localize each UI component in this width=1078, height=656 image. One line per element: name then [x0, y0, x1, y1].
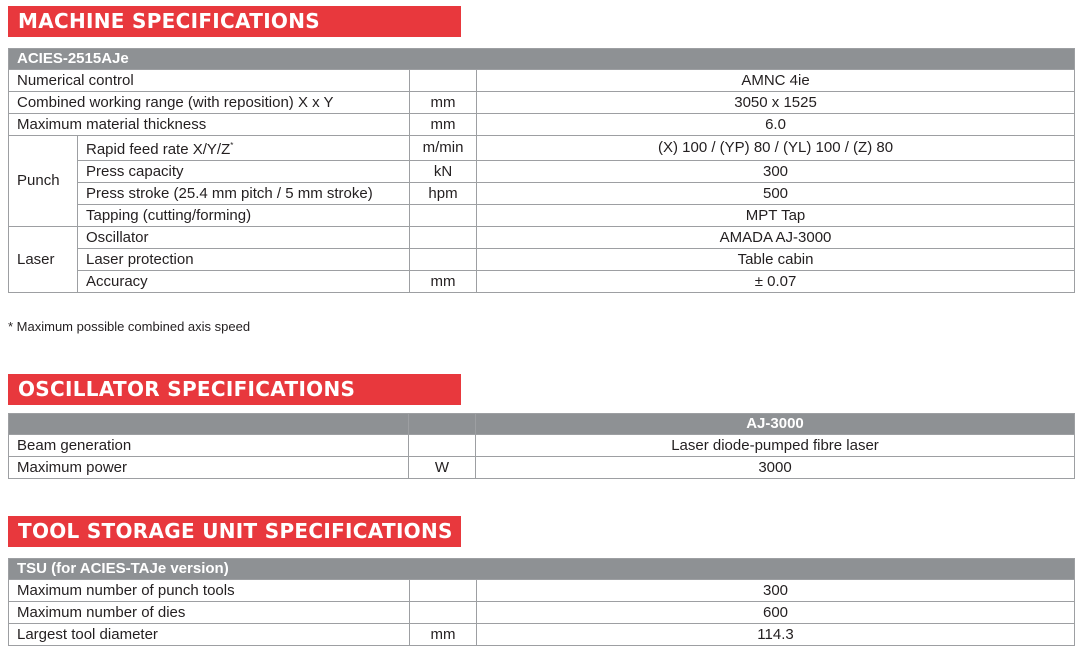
row-unit: mm	[410, 114, 477, 136]
row-unit	[410, 249, 477, 271]
group-label-punch: Punch	[9, 136, 78, 227]
table-row	[9, 205, 1075, 227]
row-value: MPT Tap	[477, 205, 1075, 227]
row-value: 114.3	[477, 624, 1075, 646]
row-unit: mm	[410, 92, 477, 114]
table-header-row	[9, 559, 1075, 580]
row-value: 3050 x 1525	[477, 92, 1075, 114]
row-label: Laser protection	[78, 249, 410, 271]
row-label: Oscillator	[78, 227, 410, 249]
row-label: Press capacity	[78, 161, 410, 183]
row-label: Maximum number of punch tools	[9, 580, 410, 602]
row-value: 6.0	[477, 114, 1075, 136]
row-value: AMNC 4ie	[477, 70, 1075, 92]
row-label: Maximum material thickness	[9, 114, 410, 136]
table-row	[9, 457, 1075, 479]
row-value: 3000	[476, 457, 1075, 479]
tool-storage-unit-specifications-title: TOOL STORAGE UNIT SPECIFICATIONS	[8, 516, 461, 547]
row-unit	[410, 602, 477, 624]
row-unit	[410, 70, 477, 92]
header-blank	[9, 414, 409, 435]
row-unit	[409, 435, 476, 457]
row-label: Largest tool diameter	[9, 624, 410, 646]
row-value: ± 0.07	[477, 271, 1075, 293]
table-row	[9, 136, 1075, 161]
row-unit	[410, 205, 477, 227]
footnote: * Maximum possible combined axis speed	[8, 319, 251, 334]
row-label: Combined working range (with reposition) X x Y	[9, 92, 410, 114]
model-name: AJ-3000	[476, 414, 1075, 435]
table-row	[9, 161, 1075, 183]
machine-specifications-title: MACHINE SPECIFICATIONS	[8, 6, 461, 37]
table-row	[9, 271, 1075, 293]
row-value: 300	[477, 161, 1075, 183]
table-row	[9, 580, 1075, 602]
row-label: Tapping (cutting/forming)	[78, 205, 410, 227]
row-label: Maximum number of dies	[9, 602, 410, 624]
row-value: 600	[477, 602, 1075, 624]
row-unit: m/min	[410, 136, 477, 161]
machine-specifications-table	[8, 48, 1075, 293]
oscillator-specifications-table	[8, 413, 1075, 479]
table-header-row	[9, 414, 1075, 435]
model-name: ACIES-2515AJe	[9, 49, 1075, 70]
table-row	[9, 227, 1075, 249]
row-value: Laser diode-pumped fibre laser	[476, 435, 1075, 457]
table-row	[9, 183, 1075, 205]
row-value: AMADA AJ-3000	[477, 227, 1075, 249]
table-row	[9, 602, 1075, 624]
row-label: Beam generation	[9, 435, 409, 457]
table-row	[9, 249, 1075, 271]
tool-storage-unit-specifications-table	[8, 558, 1075, 646]
row-unit: kN	[410, 161, 477, 183]
row-label: Rapid feed rate X/Y/Z	[86, 141, 231, 158]
table-row	[9, 624, 1075, 646]
table-header-row	[9, 49, 1075, 70]
row-unit	[410, 227, 477, 249]
row-value: 500	[477, 183, 1075, 205]
row-value: 300	[477, 580, 1075, 602]
table-row	[9, 70, 1075, 92]
row-unit: mm	[410, 624, 477, 646]
row-value: Table cabin	[477, 249, 1075, 271]
footnote-mark: *	[230, 141, 234, 150]
row-unit: mm	[410, 271, 477, 293]
table-row	[9, 435, 1075, 457]
row-value: (X) 100 / (YP) 80 / (YL) 100 / (Z) 80	[477, 136, 1075, 161]
header-blank	[409, 414, 476, 435]
row-unit	[410, 580, 477, 602]
row-label: Accuracy	[78, 271, 410, 293]
row-label: Maximum power	[9, 457, 409, 479]
table-row	[9, 114, 1075, 136]
model-name: TSU (for ACIES-TAJe version)	[9, 559, 1075, 580]
row-label: Press stroke (25.4 mm pitch / 5 mm stroke)	[78, 183, 410, 205]
row-label-with-mark	[78, 136, 410, 161]
oscillator-specifications-title: OSCILLATOR SPECIFICATIONS	[8, 374, 461, 405]
row-unit: W	[409, 457, 476, 479]
group-label-laser: Laser	[9, 227, 78, 293]
row-unit: hpm	[410, 183, 477, 205]
row-label: Numerical control	[9, 70, 410, 92]
table-row	[9, 92, 1075, 114]
